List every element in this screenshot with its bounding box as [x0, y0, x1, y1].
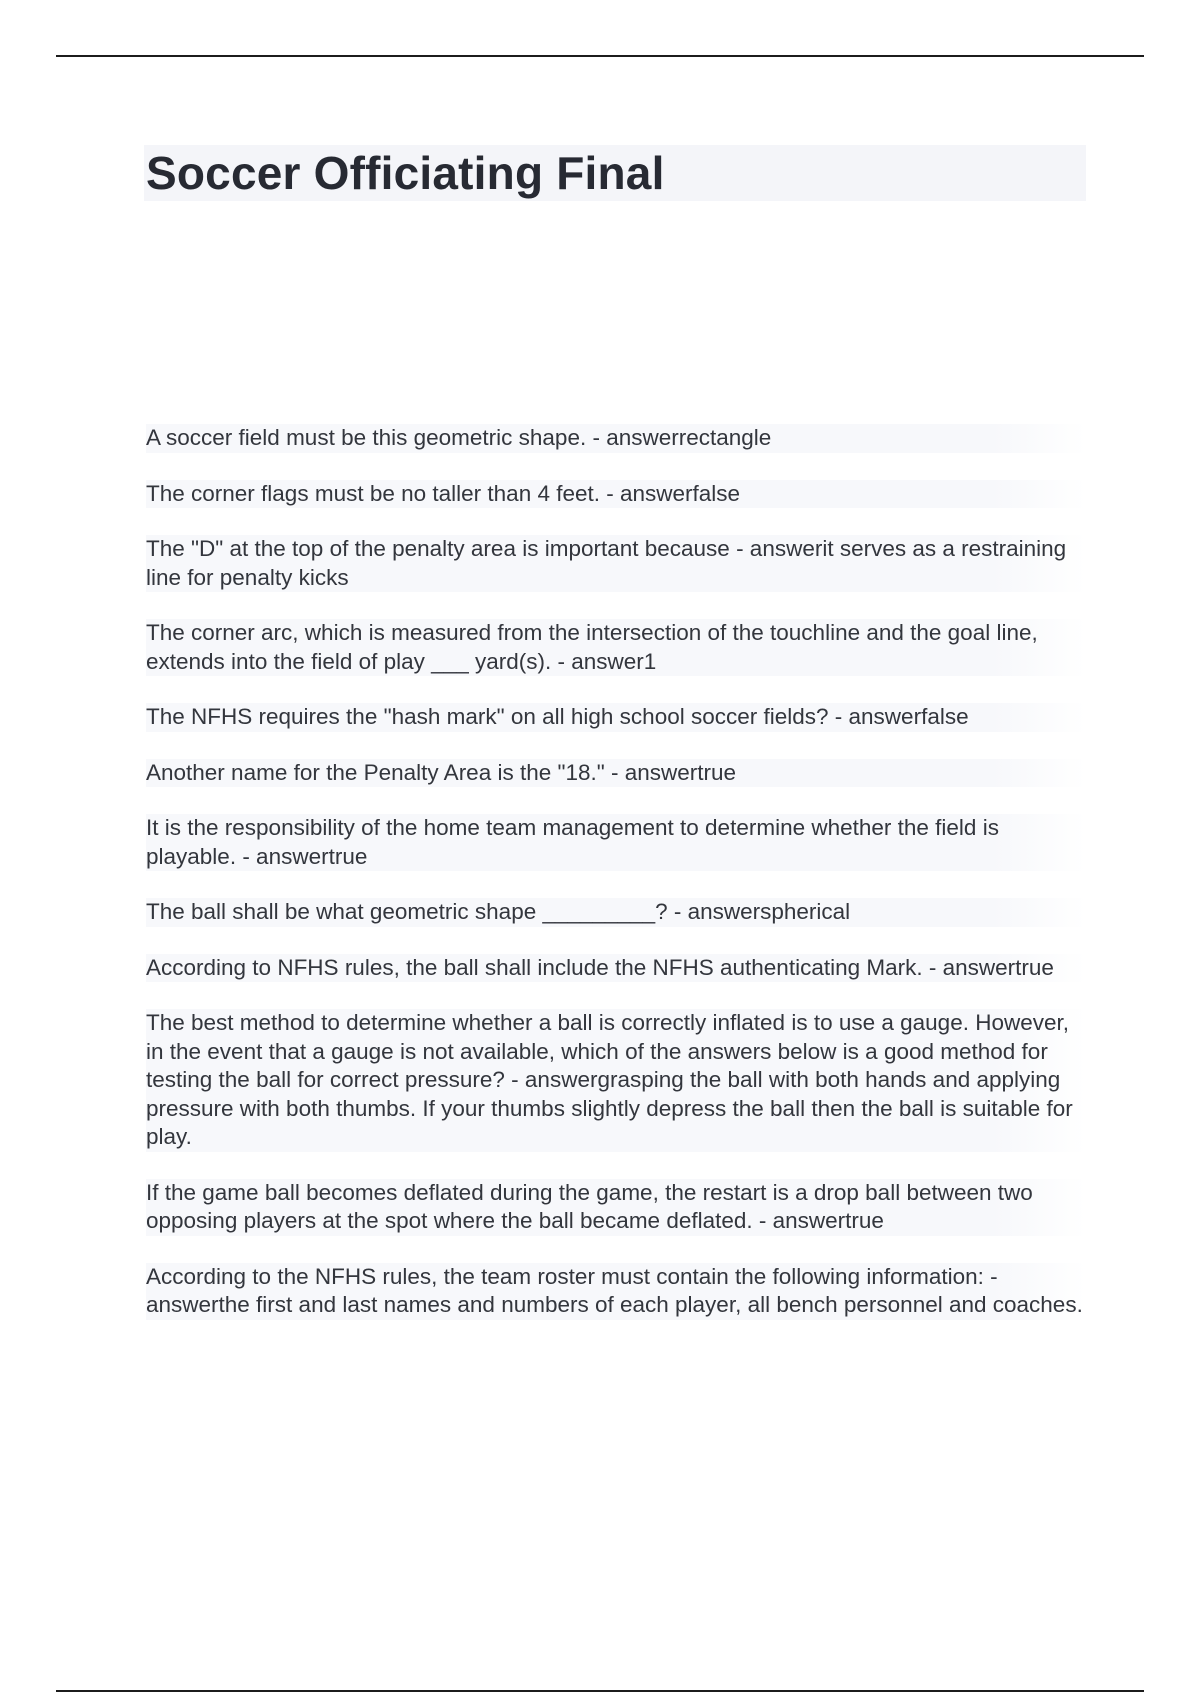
- qa-item: The corner flags must be no taller than 4 feet. - answerfalse: [146, 480, 1086, 509]
- qa-item: The "D" at the top of the penalty area is important because - answerit serves as a restraining line for penalty kicks: [146, 535, 1086, 592]
- page-title: Soccer Officiating Final: [146, 147, 665, 199]
- qa-item: The corner arc, which is measured from the intersection of the touchline and the goal line, extends into the field of play ___ yard(s). - answer1: [146, 619, 1086, 676]
- qa-item: According to NFHS rules, the ball shall include the NFHS authenticating Mark. - answertrue: [146, 954, 1086, 983]
- qa-item: According to the NFHS rules, the team roster must contain the following information: - answerthe first and last names and numbers of each player, all bench personnel and coaches.: [146, 1263, 1086, 1320]
- bottom-divider: [56, 1690, 1144, 1692]
- qa-item: If the game ball becomes deflated during the game, the restart is a drop ball between two opposing players at the spot where the ball became deflated. - answertrue: [146, 1179, 1086, 1236]
- qa-item: A soccer field must be this geometric shape. - answerrectangle: [146, 424, 1086, 453]
- qa-item: The ball shall be what geometric shape _________? - answerspherical: [146, 898, 1086, 927]
- qa-item: The NFHS requires the "hash mark" on all high school soccer fields? - answerfalse: [146, 703, 1086, 732]
- question-answer-list: [146, 424, 1086, 1347]
- qa-item: Another name for the Penalty Area is the "18." - answertrue: [146, 759, 1086, 788]
- qa-item: The best method to determine whether a ball is correctly inflated is to use a gauge. However, in the event that a gauge is not available, which of the answers below is a good method for testing the ball for correct pressure? - answergrasping the ball with both hands and applying pressure with both thumbs. If your thumbs slightly depress the ball then the ball is suitable for play.: [146, 1009, 1086, 1152]
- qa-item: It is the responsibility of the home team management to determine whether the field is playable. - answertrue: [146, 814, 1086, 871]
- top-divider: [56, 55, 1144, 57]
